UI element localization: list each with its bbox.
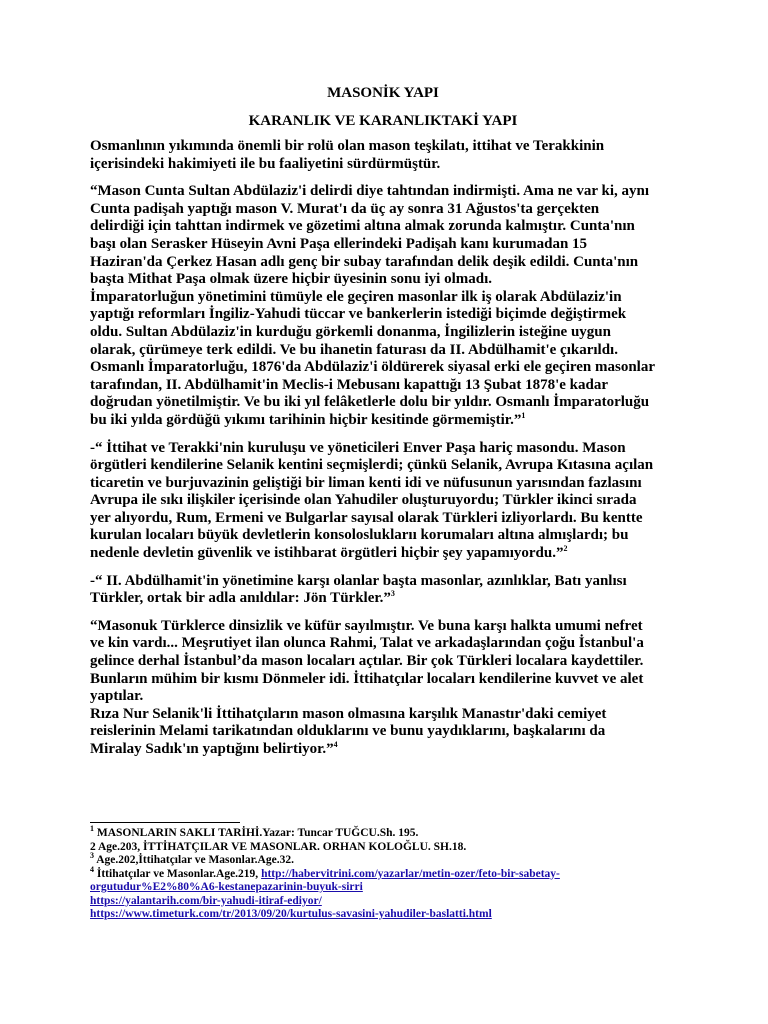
footnote-ref[interactable]: 2 (563, 544, 568, 554)
footnote-number: 4 (90, 864, 94, 874)
paragraph-riza-nur (90, 706, 676, 759)
footnote-link-row-2 (90, 895, 650, 909)
footnote-link-row-3 (90, 908, 650, 922)
footnote-3 (90, 851, 650, 868)
footnote-1 (90, 824, 650, 841)
paragraph-quote-4 (90, 618, 676, 706)
link-text-line-2: orgutudur%E2%80%A6-kestanepazarinin-buyuk-sirri (90, 881, 363, 893)
paragraph-quote-1 (90, 183, 676, 429)
footnote-ref[interactable]: 1 (521, 410, 526, 420)
paragraph-quote-2 (90, 440, 676, 563)
paragraph-text: Osmanlının yıkımında önemli bir rolü olan mason teşkilatı, ittihat ve Terakkinin içerisindeki hakimiyeti ile bu faaliyetini sürdürmüştür. (90, 138, 605, 172)
paragraph-text: -“ İttihat ve Terakki'nin kuruluşu ve yöneticileri Enver Paşa hariç masondu. Mason örgütleri kendilerine Selanik kentini seçmişlerdi; çünkü Selanik, Avrupa Kıtasına açılan ticaretin ve burjuvazinin geliştiği bir liman kenti idi ve nüfusunun yarısından fazlasını Avrupa ile sıkı ilişkiler içerisinde olan Yahudiler oluşturuyordu; Türkler ikinci sırada yer alıyordu, Rum, Ermeni ve Bulgarlar sayısal olarak Türkleri izliyorlardı. Bu kentte kurulan locaları büyük devletlerin konsolosluklarıı korumaları altına almışlardı; bu nedenle devletin güvenlik ve istihbarat örgütleri hiçbir şey yapamıyordu.” (90, 439, 654, 562)
footnote-link-yalantarih[interactable]: https://yalantarih.com/bir-yahudi-itiraf-ediyor/ (90, 894, 322, 907)
link-text-line-1: http://habervitrini.com/yazarlar/metin-ozer/feto-bir-sabetay- (261, 867, 560, 880)
footnote-ref[interactable]: 3 (390, 589, 395, 599)
footnote-text: MASONLARIN SAKLI TARİHİ.Yazar: Tuncar TUĞCU.Sh. 195. (94, 827, 419, 839)
paragraph-text: Rıza Nur Selanik'li İttihatçıların mason olmasına karşılık Manastır'daki cemiyet reislerinin Melami tarikatından olduklarını ve bunu yaydıklarını, başkalarını da Miralay Sadık'ın yaptığını belirtiyor.” (90, 705, 607, 757)
footnote-4 (90, 864, 650, 895)
paragraph-intro (90, 138, 676, 173)
footnote-text: İttihatçılar ve Masonlar.Age.219, (94, 867, 262, 880)
document-body (90, 84, 676, 759)
footnote-ref[interactable]: 4 (333, 740, 338, 749)
document-subtitle: KARANLIK VE KARANLIKTAKİ YAPI (248, 113, 518, 129)
footnote-number: 3 (90, 851, 94, 861)
footnote-text: Age.202,İttihatçılar ve Masonlar.Age.32. (94, 854, 294, 866)
footnote-divider (90, 822, 240, 823)
paragraph-text: -“ II. Abdülhamit'in yönetimine karşı olanlar başta masonlar, azınlıklar, Batı yanlısı Türkler, ortak bir adla anıldılar: Jön Türkler.” (90, 572, 627, 607)
paragraph-text: “Mason Cunta Sultan Abdülaziz'i delirdi diye tahtından indirmişti. Ama ne var ki, aynı Cunta padişah yaptığı mason V. Murat'ı da üç ay sonra 31 Ağustos'ta gerçekten delirdiği için tahttan indirmek ve gözetimi altına almak zorunda kalmıştır. Cunta'nın başı olan Serasker Hüseyin Avni Paşa ellerindeki Padişah kanı kurumadan 15 Haziran'da Çerkez Hasan adlı genç bir subay tarafından delik deşik edildi. Cunta'nın başta Mithat Paşa olmak üzere hiçbir üyesinin sonu iyi olmadı. İmparatorluğun yönetimini tümüyle ele geçiren masonlar ilk iş olarak Abdülaziz'in yaptığı reformları İngiliz-Yahudi tüccar ve bankerlerin istediği biçimde değiştirmek oldu. Sultan Abdülaziz'in kurduğu görkemli donanma, İngilizlerin isteğine uygun olarak, çürümeye terk edildi. Ve bu ihanetin faturası da II. Abdülhamit'e çıkarıldı. Osmanlı İmparatorluğu, 1876'da Abdülaziz'i öldürerek siyasal erki ele geçiren masonlar tarafından, II. Abdülhamit'in Meclis-i Mebusanı kapattığı 13 Şubat 1878'e kadar doğrudan yönetilmiştir. Ve bu iki yıl felâketlerle dolu bir yıldır. Osmanlı İmparatorluğu bu iki yılda gördüğü yıkımı tarihinin hiçbir kesitinde görmemiştir.” (90, 183, 656, 428)
paragraph-text: “Masonuk Türklerce dinsizlik ve küfür sayılmıştır. Ve buna karşı halkta umumi nefret ve kin vardı... Meşrutiyet ilan olunca Rahmi, Talat ve arkadaşlarından çoğu İstanbul'a gelince derhal İstanbul’da mason locaları açtılar. Bir çok Türkleri localara kaydettiler. Bunların mühim bir kısmı Dönmeler idi. İttihatçılar locaları kendilerine kuvvet ve alet yaptılar. (90, 617, 644, 705)
footnote-2 (90, 841, 650, 855)
footnote-link-timeturk[interactable]: https://www.timeturk.com/tr/2013/09/20/kurtulus-savasini-yahudiler-baslatti.html (90, 908, 492, 920)
footnote-number: 1 (90, 824, 94, 834)
paragraph-quote-3 (90, 573, 676, 608)
document-title: MASONİK YAPI (327, 85, 439, 101)
footnote-text: 2 Age.203, İTTİHATÇILAR VE MASONLAR. ORHAN KOLOĞLU. SH.18. (90, 840, 467, 853)
footnotes-section (90, 822, 650, 922)
